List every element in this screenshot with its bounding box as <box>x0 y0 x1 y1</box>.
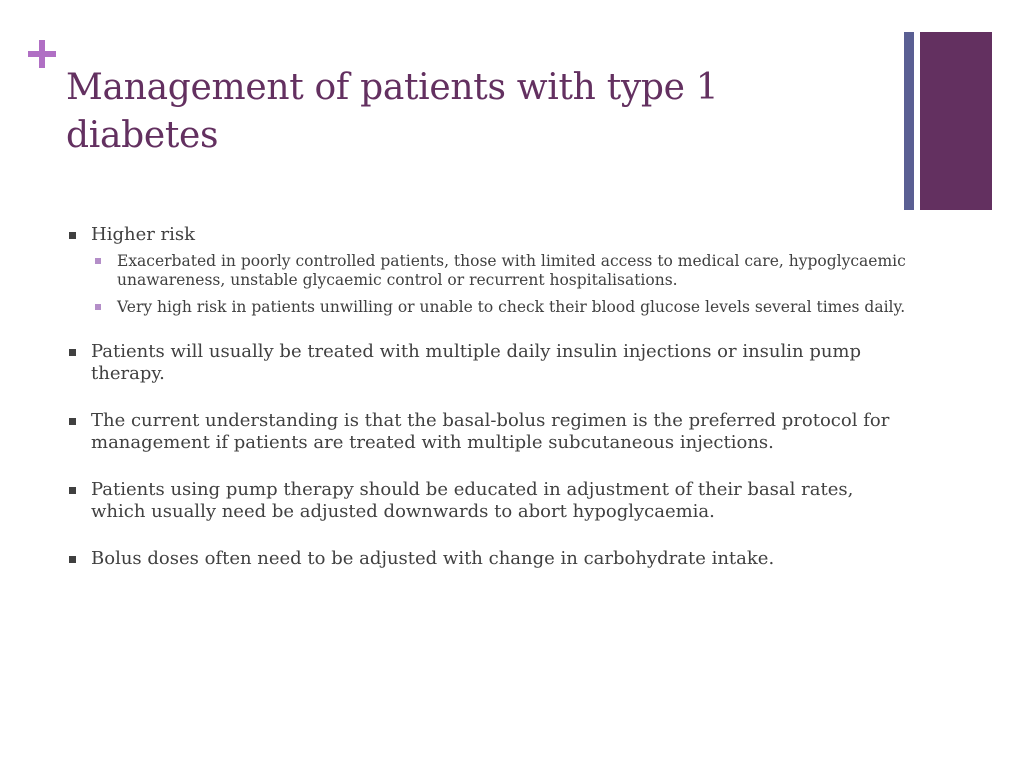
sub-bullet-text: Exacerbated in poorly controlled patients, those with limited access to medical care, hypoglycaemic unawareness, unstable glycaemic control or recurrent hospitalisations. <box>117 252 906 289</box>
square-bullet-icon <box>69 349 76 356</box>
square-sub-bullet-icon <box>95 258 101 264</box>
plus-icon-vertical <box>39 40 45 68</box>
bullet-item <box>66 548 906 570</box>
bullet-list <box>66 224 906 570</box>
square-bullet-icon <box>69 556 76 563</box>
bullet-text: Patients will usually be treated with multiple daily insulin injections or insulin pump therapy. <box>91 340 862 384</box>
bullet-item <box>66 341 906 385</box>
bullet-text: Bolus doses often need to be adjusted with change in carbohydrate intake. <box>91 547 775 569</box>
sub-bullet-list <box>91 252 906 317</box>
bullet-item <box>66 224 906 317</box>
bullet-item <box>66 479 906 523</box>
square-bullet-icon <box>69 487 76 494</box>
sub-bullet-item <box>91 298 906 317</box>
plus-icon <box>28 40 56 68</box>
slide-body <box>66 224 906 595</box>
bullet-text: Higher risk <box>91 224 196 245</box>
square-sub-bullet-icon <box>95 304 101 310</box>
slide-title: Management of patients with type 1 diabetes <box>66 67 719 156</box>
bullet-text: Patients using pump therapy should be educated in adjustment of their basal rates, which usually need be adjusted downwards to abort hypoglycaemia. <box>91 478 854 522</box>
square-bullet-icon <box>69 418 76 425</box>
decorative-bar-thin <box>904 32 914 210</box>
bullet-text: The current understanding is that the basal-bolus regimen is the preferred protocol for management if patients are treated with multiple subcutaneous injections. <box>91 409 890 453</box>
sub-bullet-text: Very high risk in patients unwilling or unable to check their blood glucose levels several times daily. <box>117 298 906 316</box>
decorative-bar-thick <box>920 32 992 210</box>
square-bullet-icon <box>69 232 76 239</box>
sub-bullet-item <box>91 252 906 289</box>
bullet-item <box>66 410 906 454</box>
